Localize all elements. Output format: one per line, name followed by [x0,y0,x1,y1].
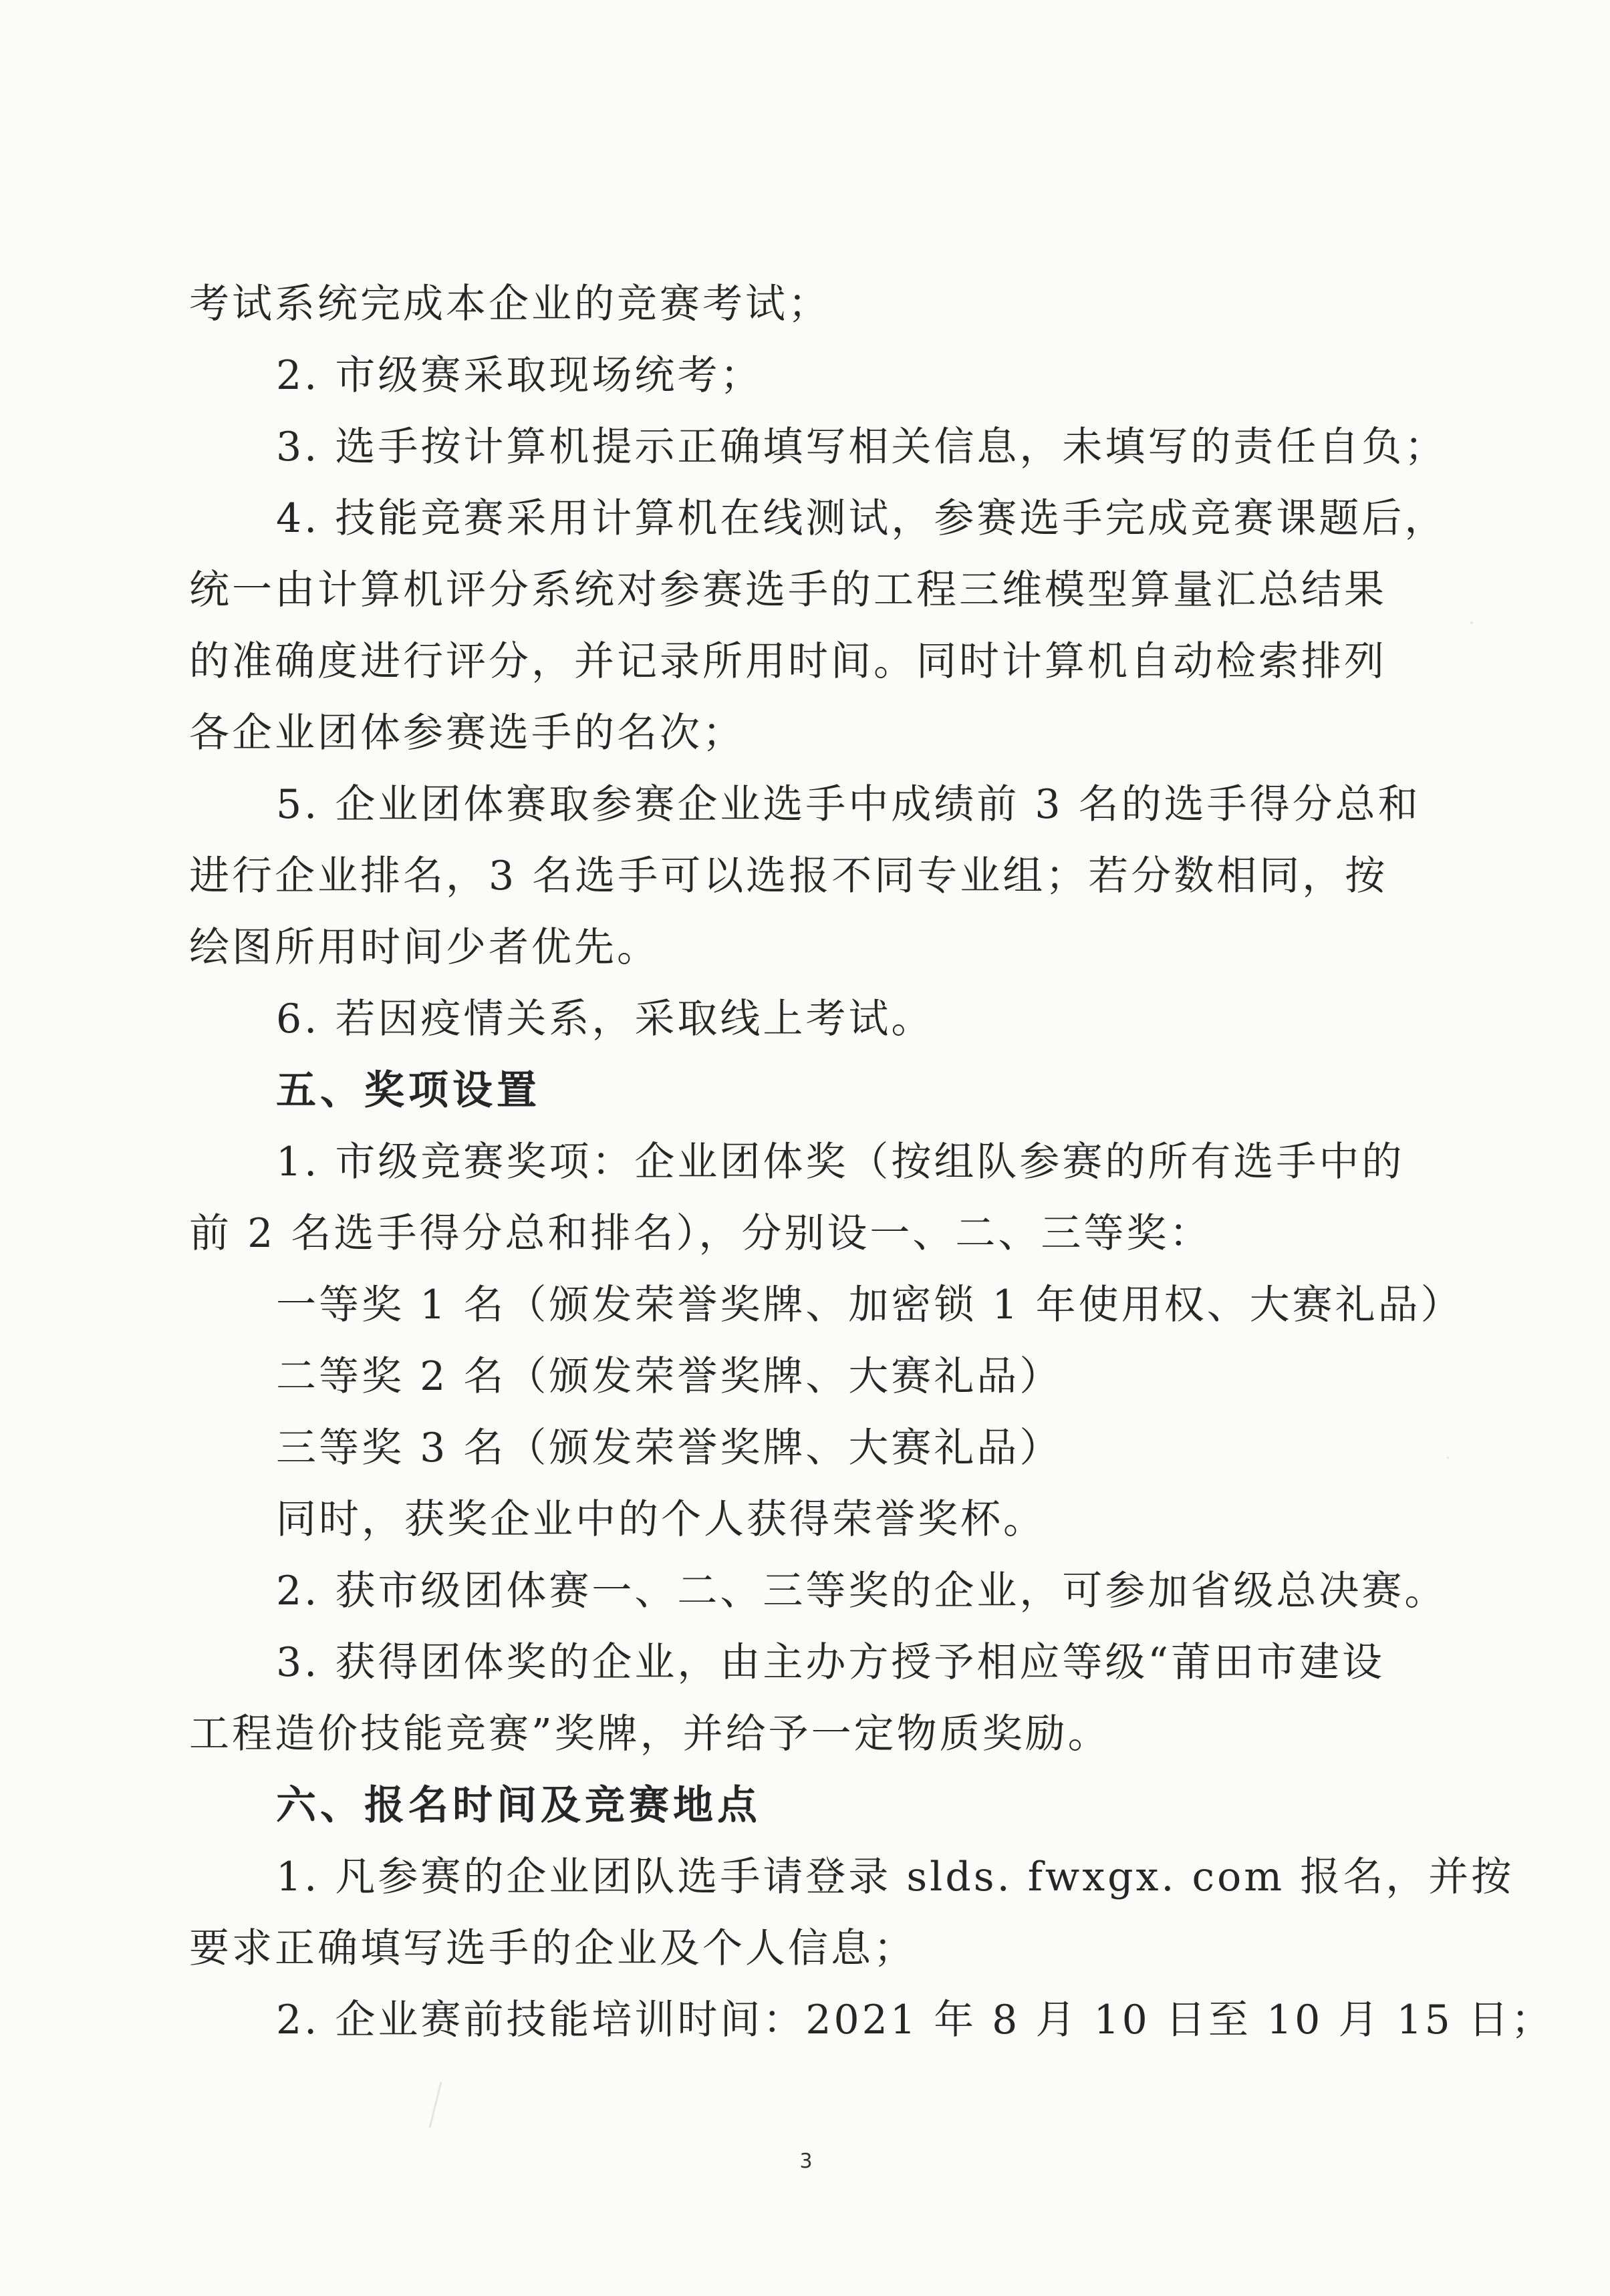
list-item-line: 2. 企业赛前技能培训时间：2021 年 8 月 10 日至 10 月 15 日； [276,1997,1554,2043]
section-heading-registration: 六、报名时间及竞赛地点 [276,1782,761,1829]
list-item-line: 1. 凡参赛的企业团队选手请登录 slds. fwxgx. com 报名，并按 [276,1854,1514,1900]
award-line: 三等奖 3 名（颁发荣誉奖牌、大赛礼品） [276,1425,1063,1471]
paragraph-line: 工程造价技能竞赛”奖牌，并给予一定物质奖励。 [189,1711,1111,1757]
section-heading-awards: 五、奖项设置 [276,1067,541,1114]
list-item-line: 2. 获市级团体赛一、二、三等奖的企业，可参加省级总决赛。 [276,1568,1448,1614]
paragraph-line: 同时，获奖企业中的个人获得荣誉奖杯。 [276,1496,1046,1543]
paragraph-line: 要求正确填写选手的企业及个人信息； [189,1925,916,1972]
scan-artifact [1470,621,1473,624]
scan-artifact [1447,1457,1449,1459]
list-item-line: 2. 市级赛采取现场统考； [276,352,763,399]
award-line: 二等奖 2 名（颁发荣誉奖牌、大赛礼品） [276,1353,1063,1400]
paragraph-line: 统一由计算机评分系统对参赛选手的工程三维模型算量汇总结果 [189,567,1387,613]
paragraph-line: 的准确度进行评分，并记录所用时间。同时计算机自动检索排列 [189,638,1387,685]
scan-artifact [429,2082,442,2128]
paragraph-line: 各企业团体参赛选手的名次； [189,710,745,756]
list-item-line: 3. 获得团体奖的企业，由主办方授予相应等级“莆田市建设 [276,1639,1385,1686]
page-number: 3 [799,2150,813,2173]
award-line: 一等奖 1 名（颁发荣誉奖牌、加密锁 1 年使用权、大赛礼品） [276,1282,1464,1328]
list-item-line: 3. 选手按计算机提示正确填写相关信息，未填写的责任自负； [276,424,1448,470]
list-item-line: 4. 技能竞赛采用计算机在线测试，参赛选手完成竞赛课题后， [276,495,1448,542]
paragraph-line: 绘图所用时间少者优先。 [189,924,660,971]
list-item-line: 1. 市级竞赛奖项：企业团体奖（按组队参赛的所有选手中的 [276,1139,1405,1185]
list-item-line: 6. 若因疫情关系，采取线上考试。 [276,996,934,1042]
paragraph-line: 进行企业排名，3 名选手可以选报不同专业组；若分数相同，按 [189,853,1388,899]
list-item-line: 5. 企业团体赛取参赛企业选手中成绩前 3 名的选手得分总和 [276,781,1421,828]
paragraph-line: 考试系统完成本企业的竞赛考试； [189,281,831,327]
paragraph-line: 前 2 名选手得分总和排名），分别设一、二、三等奖： [189,1210,1212,1257]
